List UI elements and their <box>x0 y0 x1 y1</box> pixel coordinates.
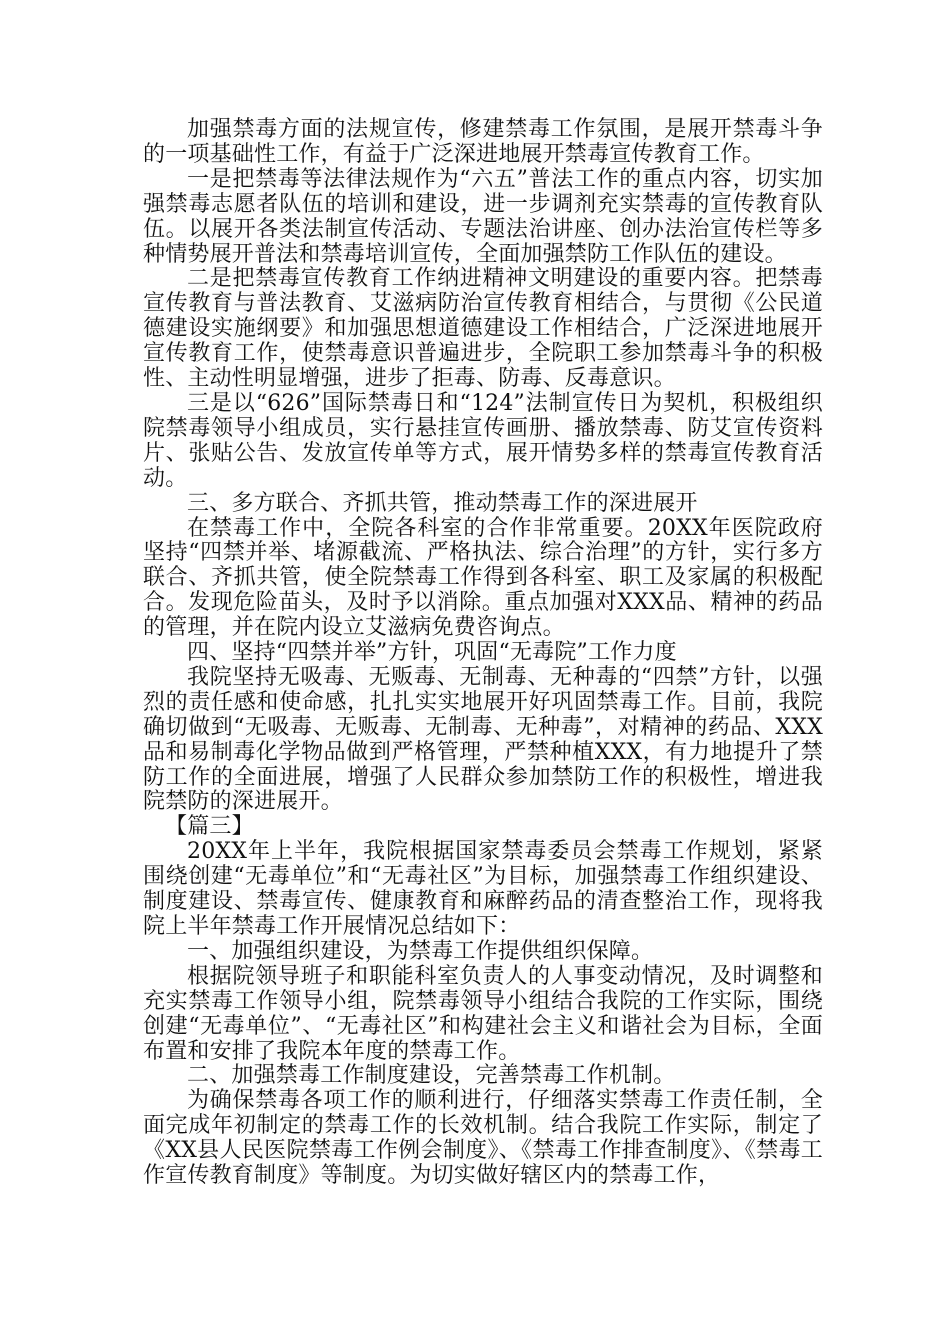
paragraph: 二是把禁毒宣传教育工作纳进精神文明建设的重要内容。把禁毒宣传教育与普法教育、艾滋病防治宣传教育相结合，与贯彻《公民道德建设实施纲要》和加强思想道德建设工作相结合，广泛深进地展开宣传教育工作，使禁毒意识普遍进步，全院职工参加禁毒斗争的积极性、主动性明显增强，进步了拒毒、防毒、反毒意识。 <box>143 266 823 392</box>
section-heading: 四、坚持“四禁并举”方针，巩固“无毒院”工作力度 <box>187 640 677 666</box>
part-marker: 【篇三】 <box>165 814 254 840</box>
section-heading: 一、加强组织建设，为禁毒工作提供组织保障。 <box>187 938 654 964</box>
paragraph: 根据院领导班子和职能科室负责人的人事变动情况，及时调整和充实禁毒工作领导小组，院禁毒领导小组结合我院的工作实际，围绕创建“无毒单位”、“无毒社区”和构建社会主义和谐社会为目标，全面布置和安排了我院本年度的禁毒工作。 <box>143 963 823 1064</box>
paragraph: 为确保禁毒各项工作的顺利进行，仔细落实禁毒工作责任制，全面完成年初制定的禁毒工作的长效机制。结合我院工作实际，制定了《XX县人民医院禁毒工作例会制度》、《禁毒工作排查制度》、《禁毒工作宣传教育制度》等制度。为切实做好辖区内的禁毒工作， <box>143 1088 823 1189</box>
paragraph: 在禁毒工作中，全院各科室的合作非常重要。20XX年医院政府坚持“四禁并举、堵源截流、严格执法、综合治理”的方针，实行多方联合、齐抓共管，使全院禁毒工作得到各科室、职工及家属的积极配合。发现危险苗头，及时予以消除。重点加强对XXX品、精神的药品的管理，并在院内设立艾滋病免费咨询点。 <box>143 515 823 641</box>
paragraph: 三是以“626”国际禁毒日和“124”法制宣传日为契机，积极组织院禁毒领导小组成员，实行悬挂宣传画册、播放禁毒、防艾宣传资料片、张贴公告、发放宣传单等方式，展开情势多样的禁毒宣传教育活动。 <box>143 390 823 491</box>
paragraph: 20XX年上半年，我院根据国家禁毒委员会禁毒工作规划，紧紧围绕创建“无毒单位”和“无毒社区”为目标，加强禁毒工作组织建设、制度建设、禁毒宣传、健康教育和麻醉药品的清查整治工作，现将我院上半年禁毒工作开展情况总结如下： <box>143 839 823 939</box>
section-heading: 三、多方联合、齐抓共管，推动禁毒工作的深进展开 <box>187 490 698 516</box>
paragraph: 加强禁毒方面的法规宣传，修建禁毒工作氛围，是展开禁毒斗争的一项基础性工作，有益于广泛深进地展开禁毒宣传教育工作。 <box>143 117 823 167</box>
paragraph: 我院坚持无吸毒、无贩毒、无制毒、无种毒的“四禁”方针，以强烈的责任感和使命感，扎扎实实地展开好巩固禁毒工作。目前，我院确切做到“无吸毒、无贩毒、无制毒、无种毒”，对精神的药品、XXX品和易制毒化学物品做到严格管理，严禁种植XXX，有力地提升了禁防工作的全面进展，增强了人民群众参加禁防工作的积极性，增进我院禁防的深进展开。 <box>143 664 823 815</box>
paragraph: 一是把禁毒等法律法规作为“六五”普法工作的重点内容，切实加强禁毒志愿者队伍的培训和建设，进一步调剂充实禁毒的宣传教育队伍。以展开各类法制宣传活动、专题法治讲座、创办法治宣传栏等多种情势展开普法和禁毒培训宣传，全面加强禁防工作队伍的建设。 <box>143 166 823 267</box>
document-body <box>143 118 823 1189</box>
section-heading: 二、加强禁毒工作制度建设，完善禁毒工作机制。 <box>187 1063 676 1089</box>
